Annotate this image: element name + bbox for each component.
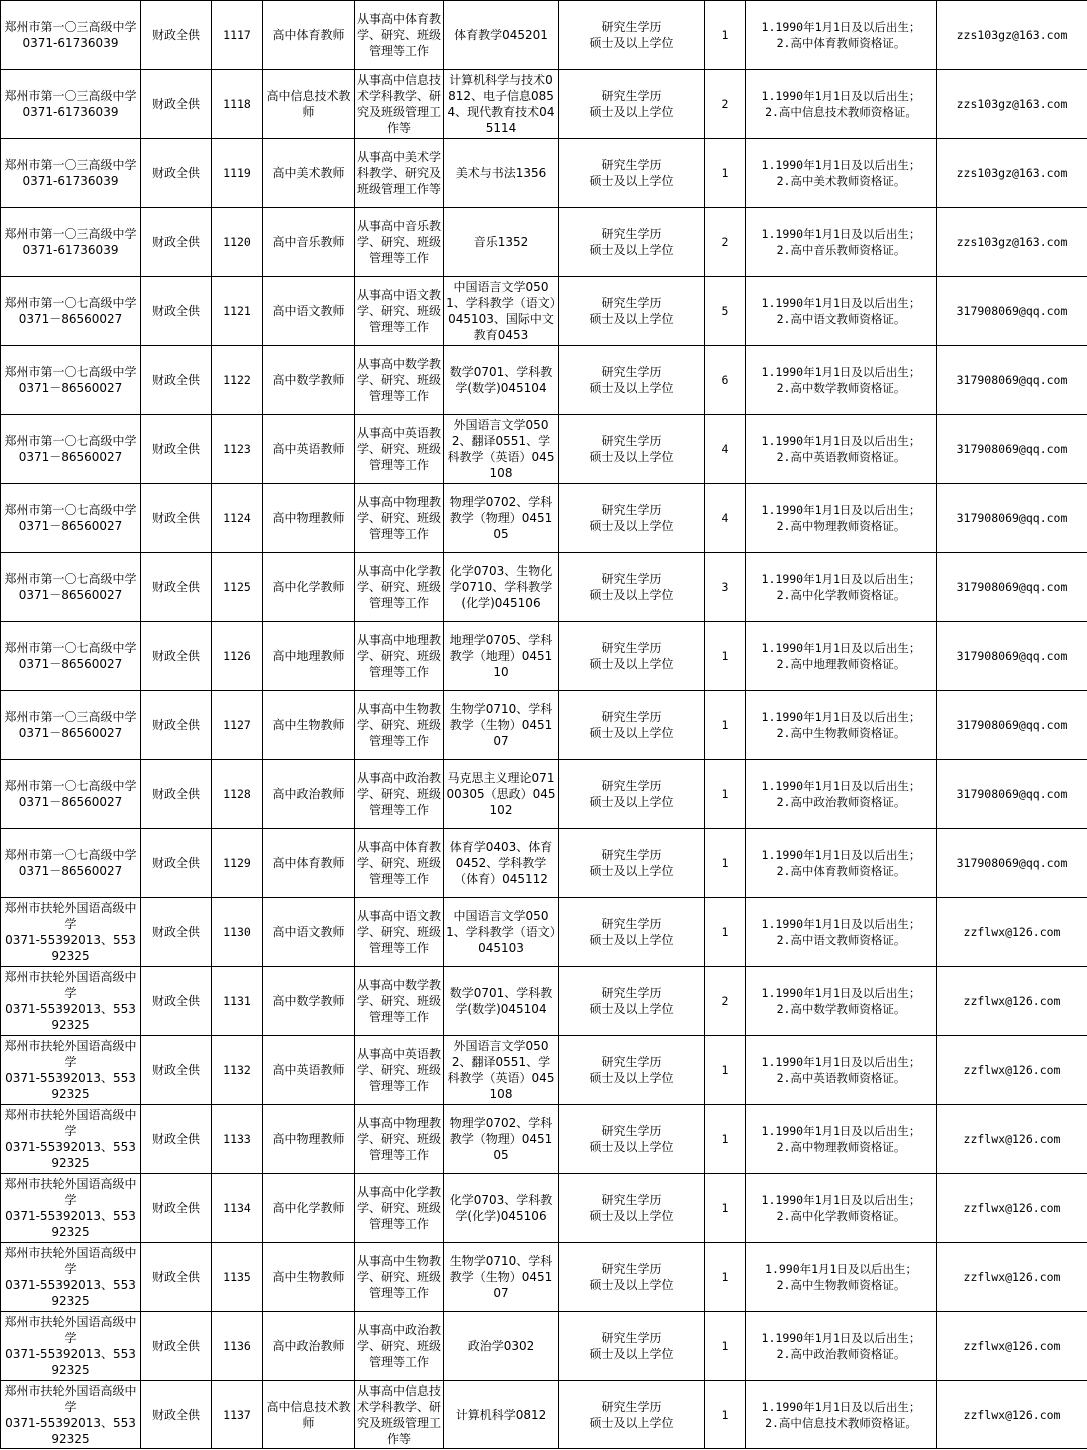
email-cell: 317908069@qq.com <box>937 760 1087 829</box>
table-row <box>1 967 1087 1036</box>
education-cell: 研究生学历 硕士及以上学位 <box>559 898 705 967</box>
requirements-cell: 1.1990年1月1日及以后出生； 2.高中生物教师资格证。 <box>746 691 937 760</box>
email-cell: 317908069@qq.com <box>937 691 1087 760</box>
unit-cell: 郑州市扶轮外国语高级中学 0371-55392013、55392325 <box>1 1243 141 1312</box>
position-code-cell: 1135 <box>212 1243 263 1312</box>
position-code-cell: 1131 <box>212 967 263 1036</box>
email-cell: 317908069@qq.com <box>937 415 1087 484</box>
position-code-cell: 1123 <box>212 415 263 484</box>
email-cell: zzs103gz@163.com <box>937 1 1087 70</box>
duty-cell: 从事高中政治教学、研究、班级管理等工作 <box>355 760 444 829</box>
table-row <box>1 1 1087 70</box>
position-name-cell: 高中语文教师 <box>263 277 355 346</box>
unit-cell: 郑州市扶轮外国语高级中学 0371-55392013、55392325 <box>1 1105 141 1174</box>
funding-cell: 财政全供 <box>141 553 212 622</box>
major-cell: 美术与书法1356 <box>444 139 559 208</box>
education-cell: 研究生学历 硕士及以上学位 <box>559 484 705 553</box>
duty-cell: 从事高中地理教学、研究、班级管理等工作 <box>355 622 444 691</box>
duty-cell: 从事高中数学教学、研究、班级管理等工作 <box>355 967 444 1036</box>
funding-cell: 财政全供 <box>141 484 212 553</box>
funding-cell: 财政全供 <box>141 139 212 208</box>
unit-cell: 郑州市第一〇三高级中学 0371－86560027 <box>1 691 141 760</box>
table-row <box>1 691 1087 760</box>
requirements-cell: 1.1990年1月1日及以后出生； 2.高中英语教师资格证。 <box>746 415 937 484</box>
headcount-cell: 3 <box>705 553 746 622</box>
education-cell: 研究生学历 硕士及以上学位 <box>559 691 705 760</box>
education-cell: 研究生学历 硕士及以上学位 <box>559 208 705 277</box>
requirements-cell: 1.1990年1月1日及以后出生； 2.高中信息技术教师资格证。 <box>746 70 937 139</box>
funding-cell: 财政全供 <box>141 898 212 967</box>
headcount-cell: 2 <box>705 208 746 277</box>
headcount-cell: 1 <box>705 1312 746 1381</box>
requirements-cell: 1.1990年1月1日及以后出生； 2.高中政治教师资格证。 <box>746 760 937 829</box>
major-cell: 体育学0403、体育0452、学科教学（体育）045112 <box>444 829 559 898</box>
position-name-cell: 高中生物教师 <box>263 691 355 760</box>
position-code-cell: 1117 <box>212 1 263 70</box>
headcount-cell: 1 <box>705 760 746 829</box>
duty-cell: 从事高中政治教学、研究、班级管理等工作 <box>355 1312 444 1381</box>
position-code-cell: 1130 <box>212 898 263 967</box>
table-row <box>1 760 1087 829</box>
position-name-cell: 高中数学教师 <box>263 967 355 1036</box>
position-name-cell: 高中美术教师 <box>263 139 355 208</box>
table-body <box>1 1 1087 1449</box>
email-cell: zzflwx@126.com <box>937 1312 1087 1381</box>
funding-cell: 财政全供 <box>141 1312 212 1381</box>
position-name-cell: 高中英语教师 <box>263 1036 355 1105</box>
position-name-cell: 高中政治教师 <box>263 760 355 829</box>
position-name-cell: 高中化学教师 <box>263 1174 355 1243</box>
unit-cell: 郑州市第一〇七高级中学 0371－86560027 <box>1 553 141 622</box>
unit-cell: 郑州市扶轮外国语高级中学 0371-55392013、55392325 <box>1 1381 141 1449</box>
major-cell: 生物学0710、学科教学（生物）045107 <box>444 1243 559 1312</box>
education-cell: 研究生学历 硕士及以上学位 <box>559 277 705 346</box>
unit-cell: 郑州市第一〇三高级中学 0371-61736039 <box>1 208 141 277</box>
position-code-cell: 1125 <box>212 553 263 622</box>
unit-cell: 郑州市第一〇三高级中学 0371-61736039 <box>1 70 141 139</box>
unit-cell: 郑州市第一〇七高级中学 0371－86560027 <box>1 622 141 691</box>
funding-cell: 财政全供 <box>141 70 212 139</box>
unit-cell: 郑州市第一〇七高级中学 0371－86560027 <box>1 484 141 553</box>
position-name-cell: 高中信息技术教师 <box>263 1381 355 1449</box>
email-cell: 317908069@qq.com <box>937 484 1087 553</box>
duty-cell: 从事高中体育教学、研究、班级管理等工作 <box>355 1 444 70</box>
position-name-cell: 高中政治教师 <box>263 1312 355 1381</box>
duty-cell: 从事高中生物教学、研究、班级管理等工作 <box>355 1243 444 1312</box>
funding-cell: 财政全供 <box>141 1 212 70</box>
education-cell: 研究生学历 硕士及以上学位 <box>559 967 705 1036</box>
email-cell: 317908069@qq.com <box>937 622 1087 691</box>
email-cell: zzflwx@126.com <box>937 967 1087 1036</box>
funding-cell: 财政全供 <box>141 1381 212 1449</box>
education-cell: 研究生学历 硕士及以上学位 <box>559 829 705 898</box>
email-cell: zzflwx@126.com <box>937 898 1087 967</box>
headcount-cell: 1 <box>705 622 746 691</box>
major-cell: 数学0701、学科教学(数学)045104 <box>444 967 559 1036</box>
requirements-cell: 1.1990年1月1日及以后出生； 2.高中政治教师资格证。 <box>746 1312 937 1381</box>
duty-cell: 从事高中数学教学、研究、班级管理等工作 <box>355 346 444 415</box>
duty-cell: 从事高中语文教学、研究、班级管理等工作 <box>355 277 444 346</box>
requirements-cell: 1.1990年1月1日及以后出生； 2.高中音乐教师资格证。 <box>746 208 937 277</box>
duty-cell: 从事高中物理教学、研究、班级管理等工作 <box>355 1105 444 1174</box>
major-cell: 政治学0302 <box>444 1312 559 1381</box>
email-cell: zzflwx@126.com <box>937 1105 1087 1174</box>
unit-cell: 郑州市扶轮外国语高级中学 0371-55392013、55392325 <box>1 967 141 1036</box>
position-name-cell: 高中生物教师 <box>263 1243 355 1312</box>
funding-cell: 财政全供 <box>141 760 212 829</box>
email-cell: zzflwx@126.com <box>937 1174 1087 1243</box>
position-code-cell: 1133 <box>212 1105 263 1174</box>
requirements-cell: 1.1990年1月1日及以后出生； 2.高中英语教师资格证。 <box>746 1036 937 1105</box>
education-cell: 研究生学历 硕士及以上学位 <box>559 760 705 829</box>
position-code-cell: 1128 <box>212 760 263 829</box>
education-cell: 研究生学历 硕士及以上学位 <box>559 1381 705 1449</box>
education-cell: 研究生学历 硕士及以上学位 <box>559 553 705 622</box>
table-row <box>1 829 1087 898</box>
unit-cell: 郑州市扶轮外国语高级中学 0371-55392013、55392325 <box>1 1036 141 1105</box>
major-cell: 物理学0702、学科教学（物理）045105 <box>444 484 559 553</box>
major-cell: 计算机科学0812 <box>444 1381 559 1449</box>
funding-cell: 财政全供 <box>141 691 212 760</box>
requirements-cell: 1.1990年1月1日及以后出生； 2.高中体育教师资格证。 <box>746 1 937 70</box>
requirements-cell: 1.1990年1月1日及以后出生； 2.高中语文教师资格证。 <box>746 898 937 967</box>
duty-cell: 从事高中信息技术学科教学、研究及班级管理工作等 <box>355 70 444 139</box>
education-cell: 研究生学历 硕士及以上学位 <box>559 622 705 691</box>
headcount-cell: 1 <box>705 139 746 208</box>
education-cell: 研究生学历 硕士及以上学位 <box>559 139 705 208</box>
position-code-cell: 1119 <box>212 139 263 208</box>
funding-cell: 财政全供 <box>141 829 212 898</box>
major-cell: 数学0701、学科教学(数学)045104 <box>444 346 559 415</box>
duty-cell: 从事高中语文教学、研究、班级管理等工作 <box>355 898 444 967</box>
position-name-cell: 高中数学教师 <box>263 346 355 415</box>
major-cell: 中国语言文学0501、学科教学（语文）045103 <box>444 898 559 967</box>
email-cell: 317908069@qq.com <box>937 346 1087 415</box>
unit-cell: 郑州市第一〇七高级中学 0371－86560027 <box>1 415 141 484</box>
requirements-cell: 1.1990年1月1日及以后出生； 2.高中信息技术教师资格证。 <box>746 1381 937 1449</box>
headcount-cell: 1 <box>705 898 746 967</box>
major-cell: 外国语言文学0502、翻译0551、学科教学（英语）045108 <box>444 415 559 484</box>
table-row <box>1 553 1087 622</box>
requirements-cell: 1.1990年1月1日及以后出生； 2.高中化学教师资格证。 <box>746 553 937 622</box>
position-code-cell: 1118 <box>212 70 263 139</box>
funding-cell: 财政全供 <box>141 1174 212 1243</box>
major-cell: 马克思主义理论07100305（思政）045102 <box>444 760 559 829</box>
duty-cell: 从事高中英语教学、研究、班级管理等工作 <box>355 1036 444 1105</box>
major-cell: 外国语言文学0502、翻译0551、学科教学（英语）045108 <box>444 1036 559 1105</box>
position-name-cell: 高中体育教师 <box>263 1 355 70</box>
table-row <box>1 277 1087 346</box>
requirements-cell: 1.1990年1月1日及以后出生； 2.高中物理教师资格证。 <box>746 1105 937 1174</box>
education-cell: 研究生学历 硕士及以上学位 <box>559 1243 705 1312</box>
education-cell: 研究生学历 硕士及以上学位 <box>559 1105 705 1174</box>
duty-cell: 从事高中化学教学、研究、班级管理等工作 <box>355 1174 444 1243</box>
table-row <box>1 1174 1087 1243</box>
major-cell: 生物学0710、学科教学（生物）045107 <box>444 691 559 760</box>
table-row <box>1 484 1087 553</box>
funding-cell: 财政全供 <box>141 1036 212 1105</box>
requirements-cell: 1.1990年1月1日及以后出生； 2.高中语文教师资格证。 <box>746 277 937 346</box>
position-code-cell: 1136 <box>212 1312 263 1381</box>
requirements-cell: 1.1990年1月1日及以后出生； 2.高中数学教师资格证。 <box>746 967 937 1036</box>
unit-cell: 郑州市第一〇三高级中学 0371-61736039 <box>1 139 141 208</box>
major-cell: 计算机科学与技术0812、电子信息0854、现代教育技术045114 <box>444 70 559 139</box>
duty-cell: 从事高中化学教学、研究、班级管理等工作 <box>355 553 444 622</box>
education-cell: 研究生学历 硕士及以上学位 <box>559 1174 705 1243</box>
headcount-cell: 2 <box>705 967 746 1036</box>
email-cell: 317908069@qq.com <box>937 277 1087 346</box>
table-row <box>1 1312 1087 1381</box>
table-row <box>1 208 1087 277</box>
major-cell: 体育教学045201 <box>444 1 559 70</box>
position-code-cell: 1122 <box>212 346 263 415</box>
headcount-cell: 1 <box>705 691 746 760</box>
education-cell: 研究生学历 硕士及以上学位 <box>559 1 705 70</box>
unit-cell: 郑州市第一〇三高级中学 0371-61736039 <box>1 1 141 70</box>
duty-cell: 从事高中美术学科教学、研究及班级管理工作等 <box>355 139 444 208</box>
funding-cell: 财政全供 <box>141 346 212 415</box>
email-cell: zzs103gz@163.com <box>937 208 1087 277</box>
position-code-cell: 1124 <box>212 484 263 553</box>
education-cell: 研究生学历 硕士及以上学位 <box>559 1036 705 1105</box>
major-cell: 化学0703、生物化学0710、学科教学(化学)045106 <box>444 553 559 622</box>
headcount-cell: 1 <box>705 1381 746 1449</box>
position-name-cell: 高中地理教师 <box>263 622 355 691</box>
duty-cell: 从事高中音乐教学、研究、班级管理等工作 <box>355 208 444 277</box>
position-code-cell: 1126 <box>212 622 263 691</box>
education-cell: 研究生学历 硕士及以上学位 <box>559 70 705 139</box>
position-name-cell: 高中英语教师 <box>263 415 355 484</box>
funding-cell: 财政全供 <box>141 967 212 1036</box>
position-code-cell: 1127 <box>212 691 263 760</box>
position-code-cell: 1134 <box>212 1174 263 1243</box>
unit-cell: 郑州市第一〇七高级中学 0371－86560027 <box>1 277 141 346</box>
table-row <box>1 898 1087 967</box>
requirements-cell: 1.1990年1月1日及以后出生； 2.高中体育教师资格证。 <box>746 829 937 898</box>
headcount-cell: 1 <box>705 1174 746 1243</box>
email-cell: zzs103gz@163.com <box>937 139 1087 208</box>
headcount-cell: 4 <box>705 415 746 484</box>
headcount-cell: 1 <box>705 1105 746 1174</box>
position-code-cell: 1121 <box>212 277 263 346</box>
requirements-cell: 1.1990年1月1日及以后出生； 2.高中化学教师资格证。 <box>746 1174 937 1243</box>
email-cell: zzs103gz@163.com <box>937 70 1087 139</box>
headcount-cell: 1 <box>705 1243 746 1312</box>
headcount-cell: 1 <box>705 829 746 898</box>
requirements-cell: 1.990年1月1日及以后出生； 2.高中生物教师资格证。 <box>746 1243 937 1312</box>
requirements-cell: 1.1990年1月1日及以后出生； 2.高中物理教师资格证。 <box>746 484 937 553</box>
duty-cell: 从事高中物理教学、研究、班级管理等工作 <box>355 484 444 553</box>
unit-cell: 郑州市第一〇七高级中学 0371－86560027 <box>1 760 141 829</box>
table-row <box>1 1105 1087 1174</box>
unit-cell: 郑州市扶轮外国语高级中学 0371-55392013、55392325 <box>1 898 141 967</box>
major-cell: 物理学0702、学科教学（物理）045105 <box>444 1105 559 1174</box>
position-code-cell: 1129 <box>212 829 263 898</box>
position-name-cell: 高中语文教师 <box>263 898 355 967</box>
position-name-cell: 高中化学教师 <box>263 553 355 622</box>
position-code-cell: 1120 <box>212 208 263 277</box>
email-cell: 317908069@qq.com <box>937 553 1087 622</box>
table-row <box>1 70 1087 139</box>
duty-cell: 从事高中体育教学、研究、班级管理等工作 <box>355 829 444 898</box>
funding-cell: 财政全供 <box>141 1243 212 1312</box>
headcount-cell: 6 <box>705 346 746 415</box>
major-cell: 音乐1352 <box>444 208 559 277</box>
duty-cell: 从事高中生物教学、研究、班级管理等工作 <box>355 691 444 760</box>
unit-cell: 郑州市扶轮外国语高级中学 0371-55392013、55392325 <box>1 1174 141 1243</box>
email-cell: zzflwx@126.com <box>937 1381 1087 1449</box>
major-cell: 地理学0705、学科教学（地理）045110 <box>444 622 559 691</box>
funding-cell: 财政全供 <box>141 277 212 346</box>
position-name-cell: 高中物理教师 <box>263 484 355 553</box>
education-cell: 研究生学历 硕士及以上学位 <box>559 415 705 484</box>
major-cell: 化学0703、学科教学(化学)045106 <box>444 1174 559 1243</box>
duty-cell: 从事高中英语教学、研究、班级管理等工作 <box>355 415 444 484</box>
table-row <box>1 622 1087 691</box>
requirements-cell: 1.1990年1月1日及以后出生； 2.高中数学教师资格证。 <box>746 346 937 415</box>
requirements-cell: 1.1990年1月1日及以后出生； 2.高中地理教师资格证。 <box>746 622 937 691</box>
email-cell: 317908069@qq.com <box>937 829 1087 898</box>
table-row <box>1 1243 1087 1312</box>
position-name-cell: 高中音乐教师 <box>263 208 355 277</box>
email-cell: zzflwx@126.com <box>937 1036 1087 1105</box>
requirements-cell: 1.1990年1月1日及以后出生； 2.高中美术教师资格证。 <box>746 139 937 208</box>
headcount-cell: 1 <box>705 1 746 70</box>
major-cell: 中国语言文学0501、学科教学（语文）045103、国际中文教育0453 <box>444 277 559 346</box>
funding-cell: 财政全供 <box>141 415 212 484</box>
headcount-cell: 5 <box>705 277 746 346</box>
position-name-cell: 高中体育教师 <box>263 829 355 898</box>
headcount-cell: 1 <box>705 1036 746 1105</box>
table-row <box>1 139 1087 208</box>
unit-cell: 郑州市第一〇七高级中学 0371－86560027 <box>1 346 141 415</box>
table-row <box>1 415 1087 484</box>
table-row <box>1 346 1087 415</box>
funding-cell: 财政全供 <box>141 1105 212 1174</box>
headcount-cell: 2 <box>705 70 746 139</box>
position-code-cell: 1132 <box>212 1036 263 1105</box>
table-row <box>1 1381 1087 1449</box>
unit-cell: 郑州市扶轮外国语高级中学 0371-55392013、55392325 <box>1 1312 141 1381</box>
position-name-cell: 高中信息技术教师 <box>263 70 355 139</box>
table-row <box>1 1036 1087 1105</box>
funding-cell: 财政全供 <box>141 208 212 277</box>
unit-cell: 郑州市第一〇七高级中学 0371－86560027 <box>1 829 141 898</box>
position-code-cell: 1137 <box>212 1381 263 1449</box>
headcount-cell: 4 <box>705 484 746 553</box>
funding-cell: 财政全供 <box>141 622 212 691</box>
position-name-cell: 高中物理教师 <box>263 1105 355 1174</box>
education-cell: 研究生学历 硕士及以上学位 <box>559 346 705 415</box>
education-cell: 研究生学历 硕士及以上学位 <box>559 1312 705 1381</box>
duty-cell: 从事高中信息技术学科教学、研究及班级管理工作等 <box>355 1381 444 1449</box>
email-cell: zzflwx@126.com <box>937 1243 1087 1312</box>
